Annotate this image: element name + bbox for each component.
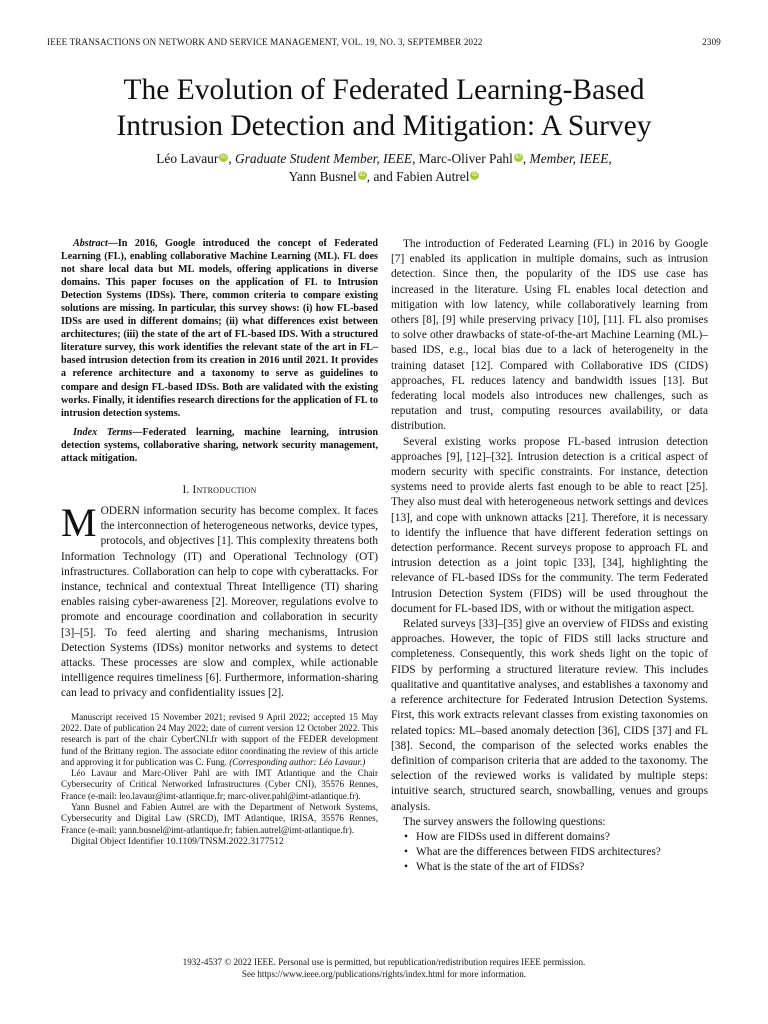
abstract bbox=[61, 237, 378, 420]
author-name: Léo Lavaur bbox=[156, 151, 219, 166]
running-header-journal: IEEE TRANSACTIONS ON NETWORK AND SERVICE MANAGEMENT, VOL. 19, NO. 3, SEPTEMBER 2022 bbox=[47, 37, 483, 47]
paper-title bbox=[40, 72, 728, 144]
author-name: Fabien Autrel bbox=[396, 169, 470, 184]
list-item: • What are the differences between FIDS architectures? bbox=[406, 845, 708, 860]
doi-line: Digital Object Identifier 10.1109/TNSM.2022.3177512 bbox=[71, 835, 284, 847]
author-line-2: Yann Busnel iD , and Fabien Autrel iD bbox=[288, 169, 478, 184]
author-line-1: Léo Lavaur iD , Graduate Student Member, IEEE, Marc-Oliver Pahl iD , Member, IEEE, bbox=[156, 151, 612, 166]
title-line-1: The Evolution of Federated Learning-Based bbox=[123, 74, 645, 106]
author-affiliation-role: Graduate Student Member, IEEE bbox=[235, 151, 413, 166]
abstract-label: Abstract bbox=[73, 238, 108, 249]
author-affiliation-role: Member, IEEE bbox=[529, 151, 609, 166]
copyright-footer bbox=[40, 957, 728, 980]
list-item: • How are FIDSs used in different domains? bbox=[406, 830, 708, 845]
intro-paragraph: MODERN information security has become complex. It faces the interconnection of heterogeneous networks, device types, protocols, and objectives [1]. This complexity threatens both Information Technology (IT) and Operational Technology (OT) infrastructures. Collaboration can help to cope with cyberattacks. For instance, technical and contextual Threat Intelligence (TI) sharing enables raising cyber-awareness [2]. Moreover, regulations evolve to promote and encourage coordination and collaboration in security [3]–[5]. To feed alerting and sharing mechanisms, Intrusion Detection Systems (IDSs) monitor networks and systems to detect attacks. These processes are slow and complex, while actionable intelligence requires timeliness [6]. Furthermore, information-sharing can lead to privacy and confidentiality issues [2]. bbox=[61, 500, 378, 700]
rights-link-line: See https://www.ieee.org/publications/rights/index.html for more information. bbox=[241, 968, 527, 979]
research-questions-list bbox=[391, 830, 708, 876]
copyright-line: 1932-4537 © 2022 IEEE. Personal use is permitted, but republication/redistribution requires IEEE permission. bbox=[182, 957, 586, 967]
title-line-2: Intrusion Detection and Mitigation: A Survey bbox=[116, 110, 652, 142]
left-column bbox=[61, 237, 378, 847]
author-list bbox=[60, 150, 708, 186]
drop-cap: M bbox=[61, 500, 97, 545]
footnotes bbox=[61, 712, 378, 848]
footnote-affiliation-2: Yann Busnel and Fabien Autrel are with the Department of Network Systems, Cybersecurity and Digital Law (SRCD), IMT Atlantique, IRISA, 35576 Rennes, France (e-mail: yann.busnel@imt-atlantique.fr; fabien.autrel@imt-atlantique.fr). bbox=[61, 802, 378, 835]
author-name: Yann Busnel bbox=[288, 169, 357, 184]
body-paragraph: The survey answers the following questions: bbox=[403, 815, 606, 828]
orcid-icon[interactable]: iD bbox=[359, 172, 366, 178]
list-item: • What is the state of the art of FIDSs? bbox=[406, 860, 708, 875]
body-paragraph: Related surveys [33]–[35] give an overview of FIDSs and existing approaches. However, the topic of FIDS still lacks structure and completeness. Consequently, this work sheds light on the topic of FIDS by performing a structured literature review. This includes qualitative and quantitative analyses, and establishes a taxonomy and a reference architecture for Federated Intrusion Detection Systems. First, this work extracts relevant classes from existing taxonomies on related topics: ML–based anomaly detection [36], CIDS [37] and FL [38]. Second, the comparison of the selected works enables the definition of comparison criteria that are added to the taxonomy. The selection of the reviewed works is validated by multiple steps: intuitive search, structured search, snowballing, venues and groups analysis. bbox=[391, 618, 708, 813]
body-paragraph: Several existing works propose FL-based intrusion detection approaches [9], [12]–[32]. Intrusion detection is a critical aspect of modern security with specific constraints. For instance, detection systems need to provide alerts fast enough to be able to react [25]. They also must deal with heterogeneous network settings and devices [13], and cope with unknown attacks [21]. Therefore, it is necessary to identify the influence that have different federation settings on detection performance. Recent surveys propose to approach FL and intrusion detection as a joint topic [33], [34], highlighting the relevance of FL-based IDSs for the community. The term Federated Intrusion Detection System (FIDS) will be used throughout the document for FL-based IDS, with or without the mitigation aspect. bbox=[391, 435, 708, 615]
section-number: I. bbox=[182, 483, 190, 496]
orcid-icon[interactable]: iD bbox=[515, 154, 522, 160]
orcid-icon[interactable]: iD bbox=[221, 154, 227, 160]
footnote-affiliation-1: Léo Lavaur and Marc-Oliver Pahl are with IMT Atlantique and the Chair Cybersecurity of Critical Networked Infrastructures (Cyber CNI), 35576 Rennes, France (e-mail: leo.lavaur@imt-atlantique.fr; marc-oliver.pahl@imt-atlantique.fr). bbox=[61, 768, 378, 801]
right-column bbox=[391, 237, 708, 876]
author-name: Marc-Oliver Pahl bbox=[418, 151, 513, 166]
index-terms-label: Index Terms bbox=[73, 426, 133, 438]
orcid-icon[interactable]: iD bbox=[472, 172, 478, 178]
body-paragraph: The introduction of Federated Learning (FL) in 2016 by Google [7] enabled its application in multiple domains, such as intrusion detection. Since then, the popularity of the IDS use case has increased in the literature. Using FL enables local detection and mitigation with low latency, while collaboratively learning from others [8], [9] while preserving privacy [10], [11]. FL also promises to solve other drawbacks of state-of-the-art Machine Learning (ML)–based IDS, e.g., local bias due to a lack of heterogeneity in the training dataset [12]. Compared with Collaborative IDS (CIDS) approaches, FL reduces latency and bandwidth issues [13]. But federating local models also introduces new challenges, such as reputation and trust, computing resources availability, or data distribution. bbox=[391, 238, 708, 433]
index-terms bbox=[61, 426, 378, 465]
abstract-text: —In 2016, Google introduced the concept of Federated Learning (FL), enabling collaborative Machine Learning (ML). FL does not share local data but ML models, offering applications in diverse domains. This paper focuses on the application of FL to Intrusion Detection Systems (IDSs). There, common criteria to compare existing solutions are missing. In particular, this survey shows: (i) how FL-based IDSs are used in different domains; (ii) what differences exist between architectures; (iii) the state of the art of FL-based IDS. With a structured literature survey, this work identifies the relevant state of the art in FL–based intrusion detection from its creation in 2016 until 2021. It provides a reference architecture and a taxonomy to serve as guidelines to compare and design FL-based IDSs. Both are validated with the existing works. Finally, it identifies research directions for the application of FL to intrusion detection systems. bbox=[61, 238, 378, 419]
section-title: Introduction bbox=[192, 483, 257, 496]
footnote-manuscript: Manuscript received 15 November 2021; revised 9 April 2022; accepted 15 May 2022. Date of publication 24 May 2022; date of current version 12 October 2022. This research is part of the chair CyberCNI.fr with support of the FEDER development fund of the Brittany region. The associate editor coordinating the review of this article and approving it for publication was C. Fung. (Corresponding author: Léo Lavaur.) bbox=[61, 711, 378, 767]
running-header-page-number: 2309 bbox=[702, 37, 721, 47]
index-terms-text: —Federated learning, machine learning, intrusion detection systems, collaborative sharing, network security management, attack mitigation. bbox=[61, 426, 378, 464]
section-heading-introduction bbox=[61, 483, 378, 498]
